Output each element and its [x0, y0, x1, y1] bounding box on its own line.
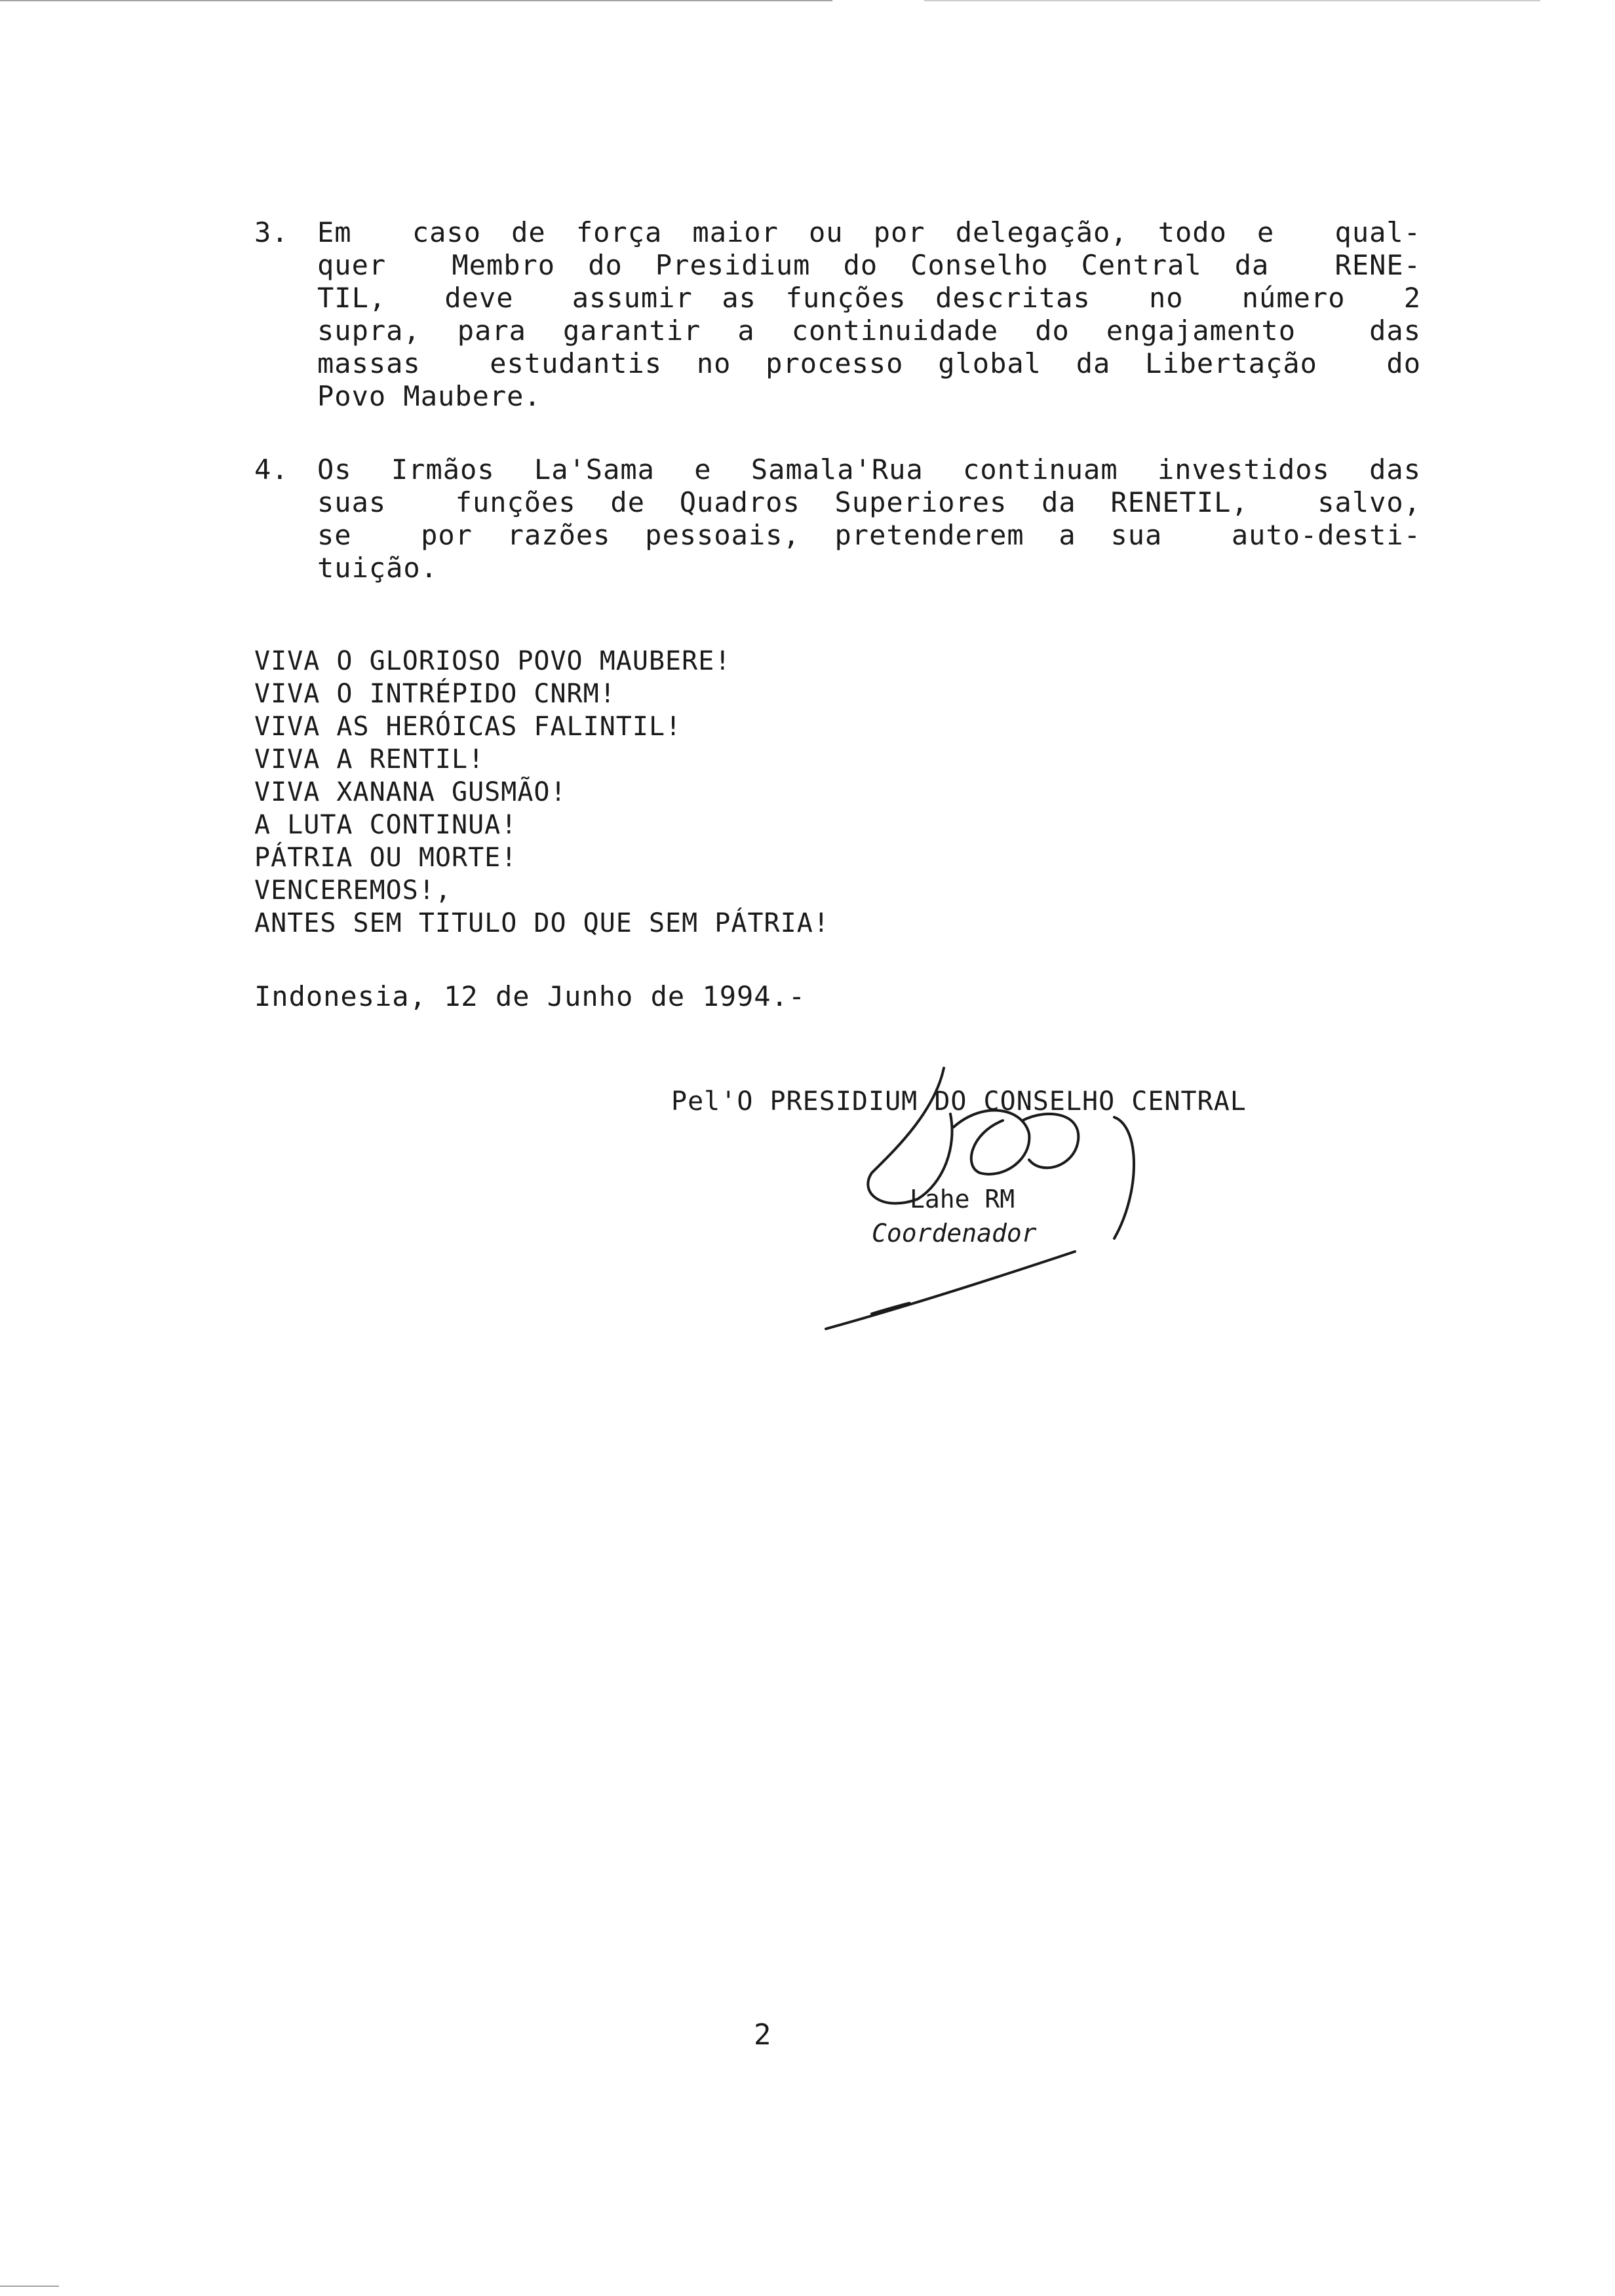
- item-line: se por razões pessoais, pretenderem a sua auto-desti-: [317, 519, 1421, 551]
- on-behalf-of-line: Pel'O PRESIDIUM DO CONSELHO CENTRAL: [671, 1086, 1247, 1117]
- item-line: quer Membro do Presidium do Conselho Central da RENE-: [317, 249, 1421, 281]
- item-line: tuição.: [317, 552, 438, 584]
- slogan-line: A LUTA CONTINUA!: [254, 810, 518, 840]
- slogan-line: VIVA O INTRÉPIDO CNRM!: [254, 679, 616, 709]
- slogan-line: VIVA XANANA GUSMÃO!: [254, 777, 567, 807]
- slogan-line: PÁTRIA OU MORTE!: [254, 843, 518, 873]
- date-line: Indonesia, 12 de Junho de 1994.-: [254, 980, 806, 1012]
- item-line: Povo Maubere.: [317, 380, 541, 412]
- item-line: Os Irmãos La'Sama e Samala'Rua continuam investidos das: [317, 453, 1421, 486]
- slogan-line: VENCEREMOS!,: [254, 875, 452, 906]
- item-line: suas funções de Quadros Superiores da RENETIL, salvo,: [317, 486, 1421, 518]
- signer-role: Coordenador: [872, 1219, 1037, 1248]
- item-number: 4.: [254, 453, 289, 486]
- signer-name: Lahe RM: [910, 1185, 1015, 1214]
- slogan-line: VIVA AS HERÓICAS FALINTIL!: [254, 712, 682, 742]
- item-line: Em caso de força maior ou por delegação, todo e qual-: [317, 216, 1421, 248]
- slogan-line: VIVA A RENTIL!: [254, 744, 485, 775]
- item-number: 3.: [254, 216, 289, 248]
- slogan-line: VIVA O GLORIOSO POVO MAUBERE!: [254, 646, 731, 676]
- item-line: massas estudantis no processo global da Libertação do: [317, 347, 1421, 379]
- item-line: TIL, deve assumir as funções descritas no número 2: [317, 282, 1421, 314]
- page-number: 2: [754, 2018, 771, 2052]
- item-line: supra, para garantir a continuidade do engajamento das: [317, 315, 1421, 347]
- slogan-line: ANTES SEM TITULO DO QUE SEM PÁTRIA!: [254, 908, 830, 938]
